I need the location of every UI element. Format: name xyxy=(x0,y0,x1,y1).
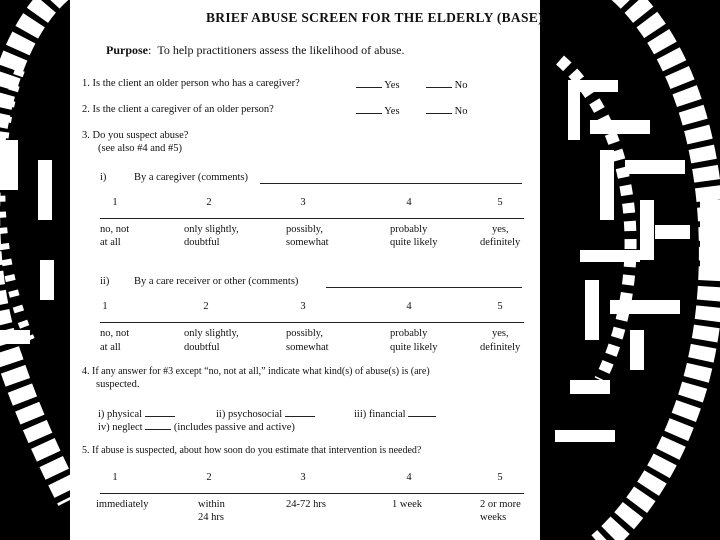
purpose-text: To help practitioners assess the likelihood of abuse. xyxy=(157,43,405,57)
scale-b-label-2-bottom: doubtful xyxy=(184,342,220,353)
scale-b-num-3: 3 xyxy=(300,301,306,312)
purpose-label: Purpose xyxy=(106,43,148,57)
q3-ii-comment-line[interactable] xyxy=(326,287,522,288)
abuse-type-financial[interactable]: iii) financial xyxy=(354,407,436,421)
scale-b-num-1: 1 xyxy=(102,301,108,312)
scale-a-num-5: 5 xyxy=(497,197,503,208)
scale-b-label-3-bottom: somewhat xyxy=(286,342,329,353)
scale-a-label-3-top: possibly, xyxy=(286,224,323,235)
abuse-type-physical[interactable]: i) physical xyxy=(98,407,175,421)
question-3-note: (see also #4 and #5) xyxy=(98,143,182,154)
scale-c-label-5-top: 2 or more xyxy=(480,499,521,510)
scale-a-line[interactable] xyxy=(100,218,524,219)
question-4: 4. If any answer for #3 except “no, not at all,” indicate what kind(s) of abuse(s) is (are) xyxy=(82,366,430,377)
abuse-type-psychosocial[interactable]: ii) psychosocial xyxy=(216,407,315,421)
scale-b-num-2: 2 xyxy=(203,301,209,312)
question-4-cont: suspected. xyxy=(96,379,140,390)
scale-c-label-4-top: 1 week xyxy=(392,499,423,510)
q3-ii-label: ii) xyxy=(100,276,110,287)
q2-yes-option[interactable]: Yes xyxy=(356,104,400,118)
scale-a-label-4-top: probably xyxy=(390,224,428,235)
scale-a-num-1: 1 xyxy=(112,197,118,208)
scale-a-label-5-bottom: definitely xyxy=(480,237,521,248)
scale-a-label-1-bottom: at all xyxy=(100,237,121,248)
scale-b-label-4-top: probably xyxy=(390,328,428,339)
q1-yes-option[interactable]: Yes xyxy=(356,78,400,92)
scale-a-label-2-bottom: doubtful xyxy=(184,237,220,248)
scale-b-label-1-bottom: at all xyxy=(100,342,121,353)
scale-a-label-4-bottom: quite likely xyxy=(390,237,438,248)
question-1: 1. Is the client an older person who has a caregiver? xyxy=(82,78,300,89)
question-5: 5. If abuse is suspected, about how soon do you estimate that intervention is needed? xyxy=(82,445,422,456)
scale-b-label-5-top: yes, xyxy=(492,328,509,339)
scale-a-num-4: 4 xyxy=(406,197,412,208)
scale-c-num-5: 5 xyxy=(497,472,503,483)
scale-b-label-5-bottom: definitely xyxy=(480,342,521,353)
form-title: BRIEF ABUSE SCREEN FOR THE ELDERLY (BASE) xyxy=(206,10,543,25)
abuse-type-neglect[interactable]: iv) neglect (includes passive and active) xyxy=(98,422,295,433)
scale-a-label-5-top: yes, xyxy=(492,224,509,235)
question-2: 2. Is the client a caregiver of an older person? xyxy=(82,104,274,115)
scale-c-line[interactable] xyxy=(100,493,524,494)
scale-b-label-3-top: possibly, xyxy=(286,328,323,339)
form-page xyxy=(70,0,543,540)
scale-c-num-1: 1 xyxy=(112,472,118,483)
scale-b-line[interactable] xyxy=(100,322,524,323)
scale-b-label-1-top: no, not xyxy=(100,328,130,339)
scale-c-label-2-top: within xyxy=(198,499,225,510)
scale-a-label-3-bottom: somewhat xyxy=(286,237,329,248)
scale-a-num-2: 2 xyxy=(206,197,212,208)
q1-no-option[interactable]: No xyxy=(426,78,467,92)
scale-c-num-3: 3 xyxy=(300,472,306,483)
q3-i-text: By a caregiver (comments) xyxy=(134,172,248,183)
scale-c-label-3-top: 24-72 hrs xyxy=(286,499,326,510)
scale-c-num-4: 4 xyxy=(406,472,412,483)
purpose-line: Purpose: To help practitioners assess the likelihood of abuse. xyxy=(106,43,405,57)
scale-b-num-5: 5 xyxy=(497,301,503,312)
scale-a-num-3: 3 xyxy=(300,197,306,208)
q3-ii-text: By a care receiver or other (comments) xyxy=(134,276,299,287)
scale-b-label-2-top: only slightly, xyxy=(184,328,239,339)
scale-b-label-4-bottom: quite likely xyxy=(390,342,438,353)
scale-b-num-4: 4 xyxy=(406,301,412,312)
scale-c-label-2-bottom: 24 hrs xyxy=(198,512,224,523)
q3-i-comment-line[interactable] xyxy=(260,183,522,184)
scale-c-label-5-bottom: weeks xyxy=(480,512,507,523)
scale-a-label-1-top: no, not xyxy=(100,224,130,235)
q2-no-option[interactable]: No xyxy=(426,104,467,118)
scale-a-label-2-top: only slightly, xyxy=(184,224,239,235)
question-3: 3. Do you suspect abuse? xyxy=(82,130,189,141)
scale-c-label-1-top: immediately xyxy=(96,499,149,510)
scale-c-num-2: 2 xyxy=(206,472,212,483)
q3-i-label: i) xyxy=(100,172,107,183)
